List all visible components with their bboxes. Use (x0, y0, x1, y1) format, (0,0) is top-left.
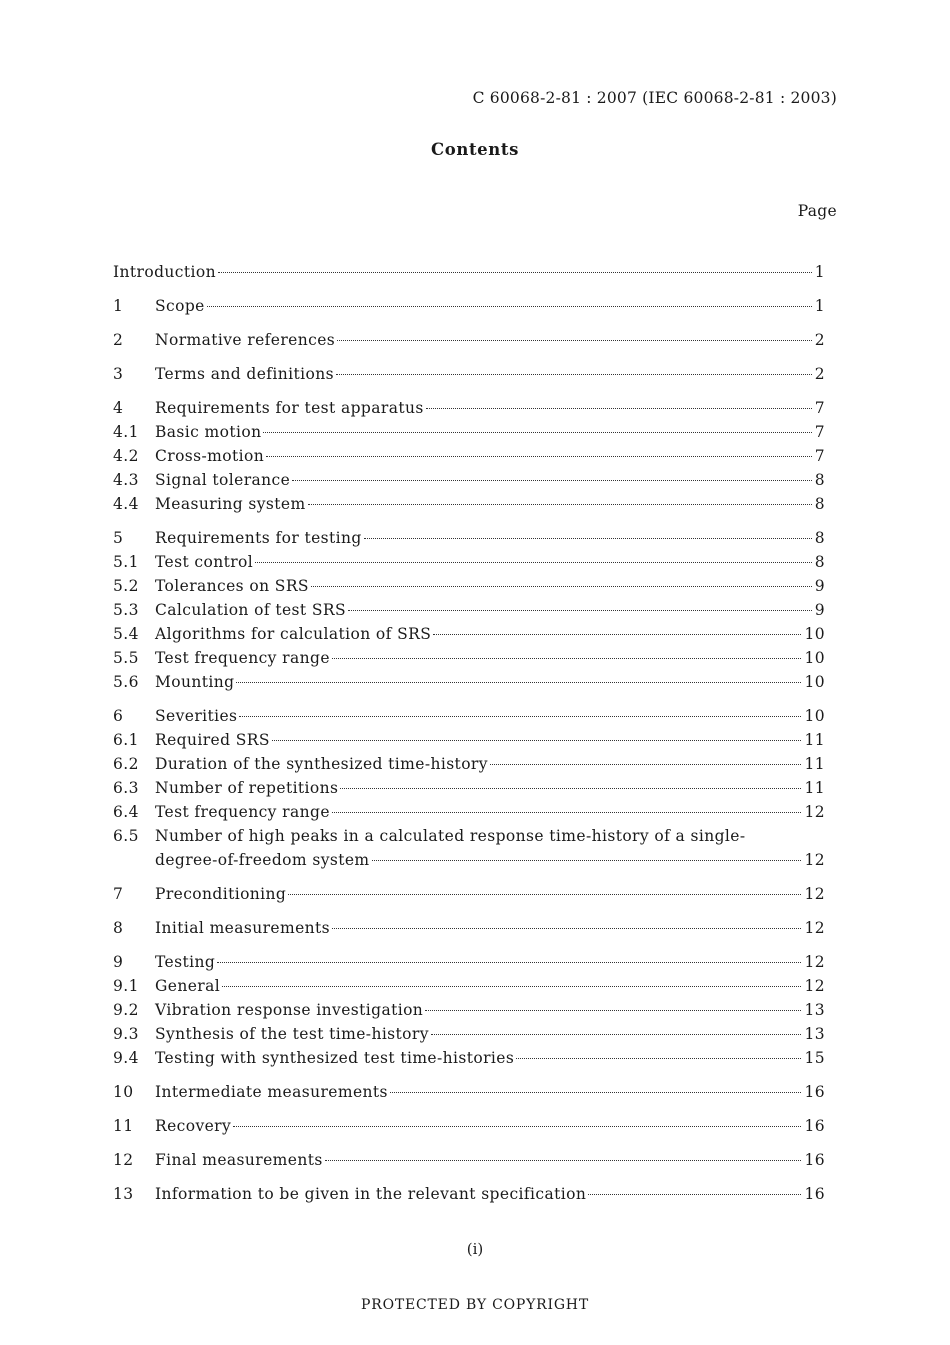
toc-entry-number: 10 (113, 1083, 134, 1101)
toc-entry-number: 9.1 (113, 977, 139, 995)
toc-entry[interactable] (113, 598, 825, 622)
dot-leader (255, 562, 812, 563)
toc-entry[interactable] (113, 1148, 825, 1172)
toc-entry-title: Final measurements (155, 1151, 323, 1169)
dot-leader (233, 1126, 801, 1127)
toc-entry-number: 6.5 (113, 827, 139, 845)
toc-entry-number: 5.6 (113, 673, 139, 691)
toc-entry-page: 12 (804, 851, 825, 869)
toc-entry-title: Testing with synthesized test time-histories (155, 1049, 515, 1067)
dot-leader (263, 432, 811, 433)
toc-entry[interactable] (113, 1046, 825, 1070)
toc-entry[interactable] (113, 882, 825, 906)
toc-entry[interactable] (113, 646, 825, 670)
toc-entry-number: 3 (113, 365, 124, 383)
toc-entry[interactable] (113, 800, 825, 824)
toc-entry-number: 9.2 (113, 1001, 139, 1019)
dot-leader (239, 716, 801, 717)
toc-entry[interactable] (113, 362, 825, 386)
toc-entry-number: 5 (113, 529, 124, 547)
toc-entry-number: 6.4 (113, 803, 139, 821)
toc-entry-number: 9.4 (113, 1049, 139, 1067)
toc-entry-number: 4.1 (113, 423, 139, 441)
toc-entry-number: 4 (113, 399, 124, 417)
toc-entry-page: 1 (814, 263, 825, 281)
toc-entry-title: Algorithms for calculation of SRS (155, 625, 432, 643)
toc-entry-number: 2 (113, 331, 124, 349)
toc-entry[interactable] (113, 1022, 825, 1046)
toc-entry-page: 9 (814, 577, 825, 595)
toc-entry-page: 11 (804, 779, 825, 797)
toc-entry[interactable] (113, 420, 825, 444)
dot-leader (426, 408, 812, 409)
dot-leader (490, 764, 802, 765)
dot-leader (425, 1010, 801, 1011)
toc-entry-title: Vibration response investigation (155, 1001, 424, 1019)
toc-entry-page: 8 (814, 553, 825, 571)
toc-entry-number: 9 (113, 953, 124, 971)
toc-entry[interactable] (113, 776, 825, 800)
toc-entry-title: Recovery (155, 1117, 232, 1135)
dot-leader (332, 658, 802, 659)
toc-entry-page: 10 (804, 707, 825, 725)
toc-entry-title: Basic motion (155, 423, 262, 441)
toc-entry-page: 11 (804, 755, 825, 773)
dot-leader (217, 962, 801, 963)
toc-entry-title: Severities (155, 707, 238, 725)
toc-entry-number: 11 (113, 1117, 134, 1135)
toc-entry-title: Synthesis of the test time-history (155, 1025, 429, 1043)
toc-entry-number: 4.2 (113, 447, 139, 465)
dot-leader (292, 480, 812, 481)
toc-entry[interactable] (113, 974, 825, 998)
contents-title: Contents (431, 140, 519, 159)
toc-entry-number: 6 (113, 707, 124, 725)
dot-leader (516, 1058, 801, 1059)
toc-entry-page: 8 (814, 471, 825, 489)
toc-entry-number: 7 (113, 885, 124, 903)
toc-entry-page: 16 (804, 1185, 825, 1203)
toc-entry[interactable] (113, 396, 825, 420)
toc-entry-page: 10 (804, 673, 825, 691)
toc-entry-page: 16 (804, 1083, 825, 1101)
toc-entry-page: 12 (804, 885, 825, 903)
dot-leader (332, 928, 801, 929)
toc-entry-title: Requirements for testing (155, 529, 362, 547)
dot-leader (340, 788, 801, 789)
toc-entry-number: 5.5 (113, 649, 139, 667)
toc-entry-number: 9.3 (113, 1025, 139, 1043)
page-number: (i) (466, 1240, 484, 1258)
toc-entry-title: Tolerances on SRS (155, 577, 309, 595)
toc-entry[interactable] (113, 916, 825, 940)
dot-leader (272, 740, 802, 741)
toc-entry-title: Signal tolerance (155, 471, 291, 489)
toc-entry[interactable] (113, 1114, 825, 1138)
toc-entry-page: 2 (814, 365, 825, 383)
toc-entry[interactable] (113, 728, 825, 752)
toc-entry-page: 12 (804, 977, 825, 995)
dot-leader (332, 812, 802, 813)
dot-leader (337, 340, 812, 341)
toc-entry-page: 13 (804, 1001, 825, 1019)
toc-entry-page: 8 (814, 529, 825, 547)
toc-entry-title: Number of repetitions (155, 779, 339, 797)
dot-leader (348, 610, 812, 611)
toc-entry-title: Intermediate measurements (155, 1083, 388, 1101)
dot-leader (390, 1092, 802, 1093)
toc-entry-page: 2 (814, 331, 825, 349)
toc-entry-title: Test control (155, 553, 254, 571)
toc-entry-number: 8 (113, 919, 124, 937)
table-of-contents (113, 260, 825, 1206)
toc-entry-title: Introduction (113, 263, 216, 281)
toc-entry[interactable] (113, 622, 825, 646)
dot-leader (236, 682, 801, 683)
toc-entry-page: 1 (814, 297, 825, 315)
dot-leader (364, 538, 812, 539)
dot-leader (433, 634, 801, 635)
toc-entry[interactable] (113, 294, 825, 318)
toc-entry-number: 5.4 (113, 625, 139, 643)
toc-entry-page: 10 (804, 649, 825, 667)
dot-leader (588, 1194, 801, 1195)
toc-entry-number: 6.3 (113, 779, 139, 797)
toc-entry-page: 13 (804, 1025, 825, 1043)
toc-entry-page: 9 (814, 601, 825, 619)
dot-leader (431, 1034, 802, 1035)
toc-entry-title: Calculation of test SRS (155, 601, 346, 619)
toc-entry-page: 12 (804, 953, 825, 971)
dot-leader (372, 860, 802, 861)
toc-entry[interactable] (113, 1182, 825, 1206)
toc-entry[interactable] (113, 444, 825, 468)
dot-leader (311, 586, 812, 587)
toc-entry-title: Test frequency range (155, 803, 330, 821)
toc-entry-number: 5.3 (113, 601, 139, 619)
toc-entry-title: Required SRS (155, 731, 270, 749)
toc-entry-title: Initial measurements (155, 919, 331, 937)
toc-entry-title: Scope (155, 297, 205, 315)
toc-entry-title: Number of high peaks in a calculated response time-history of a single- (155, 827, 746, 845)
toc-entry-page: 12 (804, 919, 825, 937)
document-header: C 60068-2-81 : 2007 (IEC 60068-2-81 : 2003) (472, 89, 837, 107)
toc-entry-page: 16 (804, 1151, 825, 1169)
toc-entry-number: 12 (113, 1151, 134, 1169)
toc-entry[interactable] (113, 550, 825, 574)
toc-entry[interactable] (113, 998, 825, 1022)
dot-leader (308, 504, 812, 505)
toc-entry-page: 11 (804, 731, 825, 749)
dot-leader (325, 1160, 802, 1161)
copyright-notice: PROTECTED BY COPYRIGHT (361, 1297, 589, 1313)
toc-entry-title: Preconditioning (155, 885, 287, 903)
toc-entry[interactable] (113, 492, 825, 516)
toc-entry-title: Measuring system (155, 495, 306, 513)
toc-entry-title: Test frequency range (155, 649, 330, 667)
dot-leader (266, 456, 812, 457)
toc-entry-number: 13 (113, 1185, 134, 1203)
page-column-label: Page (797, 202, 837, 220)
toc-entry-page: 8 (814, 495, 825, 513)
dot-leader (336, 374, 812, 375)
toc-entry-title: Requirements for test apparatus (155, 399, 424, 417)
toc-entry-number: 4.3 (113, 471, 139, 489)
toc-entry[interactable] (113, 824, 825, 848)
toc-entry-title: Mounting (155, 673, 235, 691)
toc-entry-page: 15 (804, 1049, 825, 1067)
dot-leader (218, 272, 812, 273)
toc-entry-continuation[interactable] (113, 848, 825, 872)
toc-entry[interactable] (113, 1080, 825, 1104)
toc-entry[interactable] (113, 752, 825, 776)
toc-entry[interactable] (113, 574, 825, 598)
toc-entry-page: 7 (814, 399, 825, 417)
toc-entry[interactable] (113, 704, 825, 728)
toc-entry-number: 5.1 (113, 553, 139, 571)
dot-leader (288, 894, 801, 895)
toc-entry-number: 6.1 (113, 731, 139, 749)
toc-entry[interactable] (113, 468, 825, 492)
toc-entry-number: 1 (113, 297, 124, 315)
toc-entry-title: Cross-motion (155, 447, 265, 465)
toc-entry-title: Information to be given in the relevant specification (155, 1185, 587, 1203)
toc-entry-title: General (155, 977, 221, 995)
toc-entry-title: Testing (155, 953, 216, 971)
toc-entry-title: Normative references (155, 331, 336, 349)
toc-entry[interactable] (113, 526, 825, 550)
toc-entry-number: 4.4 (113, 495, 139, 513)
dot-leader (207, 306, 812, 307)
toc-entry-page: 7 (814, 447, 825, 465)
toc-entry[interactable] (113, 950, 825, 974)
toc-entry-page: 16 (804, 1117, 825, 1135)
toc-entry-page: 12 (804, 803, 825, 821)
toc-entry[interactable] (113, 260, 825, 284)
toc-entry[interactable] (113, 328, 825, 352)
dot-leader (222, 986, 801, 987)
toc-entry-title: Duration of the synthesized time-history (155, 755, 488, 773)
toc-entry-title: Terms and definitions (155, 365, 334, 383)
toc-entry-page: 10 (804, 625, 825, 643)
toc-entry-number: 6.2 (113, 755, 139, 773)
toc-entry-page: 7 (814, 423, 825, 441)
toc-entry-number: 5.2 (113, 577, 139, 595)
toc-entry[interactable] (113, 670, 825, 694)
toc-entry-title-continued: degree-of-freedom system (155, 851, 370, 869)
